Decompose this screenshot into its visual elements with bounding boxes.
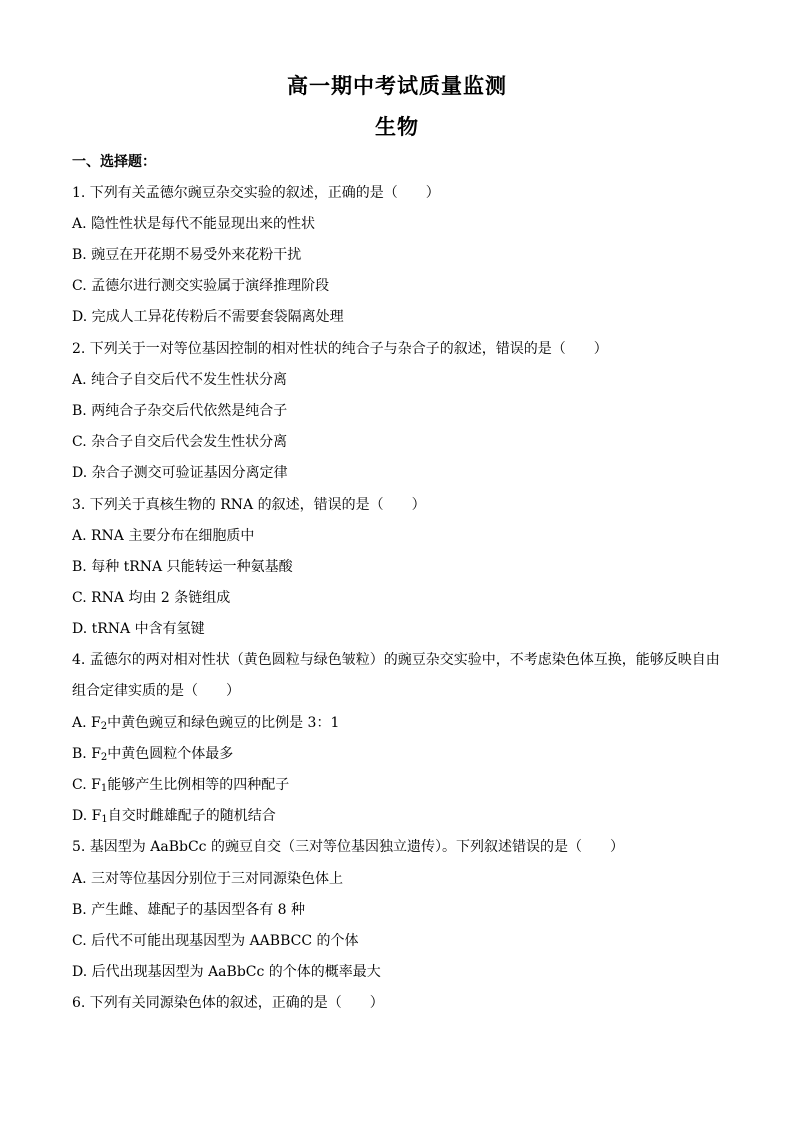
subscript: 2 <box>100 752 108 763</box>
question-5-option-c: C. 后代不可能出现基因型为 AABBCC 的个体 <box>72 933 359 949</box>
question-3-option-b: B. 每种 tRNA 只能转运一种氨基酸 <box>72 559 293 575</box>
option-text: 中黄色圆粒个体最多 <box>107 746 234 762</box>
section-heading: 一、选择题： <box>72 154 156 170</box>
option-text: C. F <box>72 777 101 793</box>
question-3-option-d: D. tRNA 中含有氢键 <box>72 621 205 637</box>
option-text: 自交时雌雄配子的随机结合 <box>107 808 276 824</box>
question-1-option-d: D. 完成人工异花传粉后不需要套袋隔离处理 <box>72 309 344 325</box>
question-1-option-a: A. 隐性性状是每代不能显现出来的性状 <box>72 216 316 232</box>
question-2-option-b: B. 两纯合子杂交后代依然是纯合子 <box>72 403 288 419</box>
exam-title: 高一期中考试质量监测 <box>287 73 507 98</box>
question-4-stem-line-1: 4. 孟德尔的两对相对性状（黄色圆粒与绿色皱粒）的豌豆杂交实验中，不考虑染色体互换，能够反映自由 <box>72 652 720 668</box>
option-text: B. F <box>72 746 101 762</box>
question-6-stem: 6. 下列有关同源染色体的叙述，正确的是（ ） <box>72 995 384 1011</box>
question-2-option-d: D. 杂合子测交可验证基因分离定律 <box>72 465 288 481</box>
question-5-option-b: B. 产生雌、雄配子的基因型各有 8 种 <box>72 902 305 918</box>
question-1-stem: 1. 下列有关孟德尔豌豆杂交实验的叙述，正确的是（ ） <box>72 185 440 201</box>
question-4-option-a <box>72 712 339 732</box>
option-text: 能够产生比例相等的四种配子 <box>107 777 290 793</box>
option-text: 中黄色豌豆和绿色豌豆的比例是 3：1 <box>107 715 340 731</box>
question-3-stem: 3. 下列关于真核生物的 RNA 的叙述，错误的是（ ） <box>72 497 426 513</box>
question-5-stem: 5. 基因型为 AaBbCc 的豌豆自交（三对等位基因独立遗传）。下列叙述错误的是（ ） <box>72 839 624 855</box>
option-text: A. F <box>72 715 101 731</box>
subscript: 1 <box>101 814 108 825</box>
question-4-option-b <box>72 743 233 763</box>
question-3-option-c: C. RNA 均由 2 条链组成 <box>72 590 231 606</box>
question-2-option-a: A. 纯合子自交后代不发生性状分离 <box>72 372 288 388</box>
question-5-option-d: D. 后代出现基因型为 AaBbCc 的个体的概率最大 <box>72 964 381 980</box>
option-text: D. F <box>72 808 102 824</box>
subscript: 1 <box>100 783 108 794</box>
question-4-stem-line-2: 组合定律实质的是（ ） <box>72 683 240 699</box>
question-3-option-a: A. RNA 主要分布在细胞质中 <box>72 528 255 544</box>
question-4-option-c <box>72 774 289 794</box>
question-2-stem: 2. 下列关于一对等位基因控制的相对性状的纯合子与杂合子的叙述，错误的是（ ） <box>72 341 608 357</box>
question-4-option-d <box>72 805 276 825</box>
question-5-option-a: A. 三对等位基因分别位于三对同源染色体上 <box>72 871 344 887</box>
question-1-option-b: B. 豌豆在开花期不易受外来花粉干扰 <box>72 247 302 263</box>
question-1-option-c: C. 孟德尔进行测交实验属于演绎推理阶段 <box>72 278 330 294</box>
subject-title: 生物 <box>375 114 419 139</box>
subscript: 2 <box>100 721 108 732</box>
question-2-option-c: C. 杂合子自交后代会发生性状分离 <box>72 434 288 450</box>
